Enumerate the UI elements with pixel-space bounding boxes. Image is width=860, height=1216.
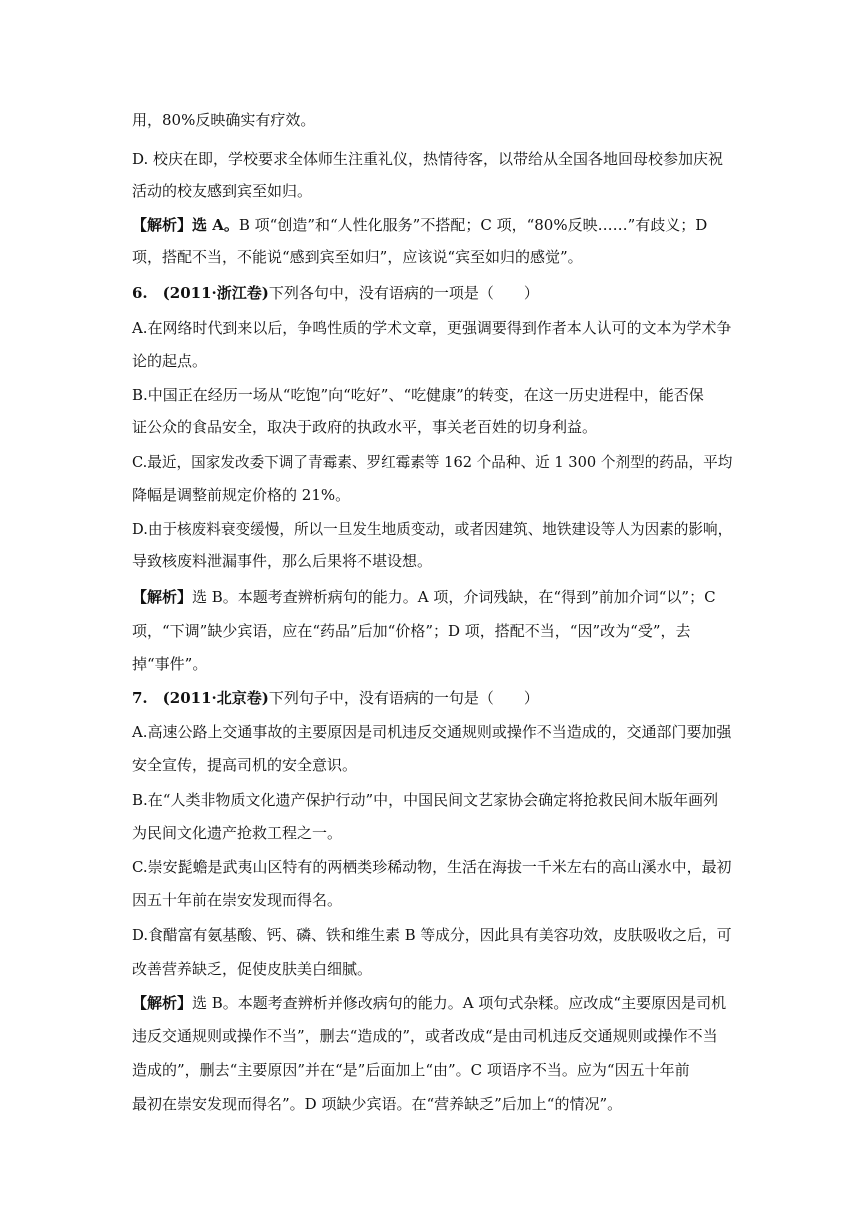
text-line: 违反交通规则或操作不当”，删去“造成的”，或者改成“是由司机违反交通规则或操作不当 (132, 1027, 718, 1045)
analysis-line (132, 215, 732, 235)
text-line: D.食醋富有氨基酸、钙、磷、铁和维生素 B 等成分，因此具有美容功效，皮肤吸收之后，可 (132, 926, 732, 944)
analysis-line (132, 587, 732, 607)
text-line: D. 校庆在即，学校要求全体师生注重礼仪，热情待客，以带给从全国各地回母校参加庆祝 (132, 150, 724, 168)
question-6-number: 6. (2011·浙江卷) (132, 284, 269, 302)
text-line: 掉“事件”。 (132, 655, 208, 673)
question-7-number: 7. (2011·北京卷) (132, 689, 269, 707)
text-line: C.最近，国家发改委下调了青霉素、罗红霉素等 162 个品种、近 1 300 个剂型的药品，平均 (132, 453, 733, 471)
text-line: 因五十年前在崇安发现而得名。 (132, 891, 343, 909)
text-line: 证公众的食品安全，取决于政府的执政水平，事关老百姓的切身利益。 (132, 418, 598, 436)
text-line: 为民间文化遗产抢救工程之一。 (132, 824, 343, 842)
text-line: B.在“人类非物质文化遗产保护行动”中，中国民间文艺家协会确定将抢救民间木版年画列 (132, 791, 719, 809)
text-line: 项，搭配不当，不能说“感到宾至如归”，应该说“宾至如归的感觉”。 (132, 248, 583, 266)
text-line: D.由于核废料衰变缓慢，所以一旦发生地质变动，或者因建筑、地铁建设等人为因素的影响， (132, 520, 733, 538)
analysis-label: 【解析】选 A。 (132, 216, 239, 234)
analysis-label: 【解析】 (132, 588, 193, 606)
text-line: 项，“下调”缺少宾语，应在“药品”后加“价格”；D 项，搭配不当，“因”改为“受”，去 (132, 622, 691, 640)
text-span: 选 B。本题考查辨析病句的能力。A 项，介词残缺，在“得到”前加介词“以”；C (192, 588, 716, 606)
text-line: 改善营养缺乏，促使皮肤美白细腻。 (132, 960, 373, 978)
text-span: B 项“创造”和“人性化服务”不搭配；C 项，“80%反映……”有歧义；D (238, 216, 708, 234)
text-line: 活动的校友感到宾至如归。 (132, 182, 313, 200)
question-7-stem (132, 688, 732, 708)
text-line: A.在网络时代到来以后，争鸣性质的学术文章，更强调要得到作者本人认可的文本为学术争 (132, 319, 732, 337)
text-line: 降幅是调整前规定价格的 21%。 (132, 486, 351, 504)
analysis-label: 【解析】 (132, 994, 193, 1012)
text-line: 造成的”，删去“主要原因”并在“是”后面加上“由”。C 项语序不当。应为“因五十年前 (132, 1061, 690, 1079)
text-line: B.中国正在经历一场从“吃饱”向“吃好”、“吃健康”的转变，在这一历史进程中，能否保 (132, 386, 704, 404)
text-line: 安全宣传，提高司机的安全意识。 (132, 756, 358, 774)
question-6-stem (132, 283, 732, 303)
text-span: 下列句子中，没有语病的一句是（ ） (268, 689, 539, 707)
text-line: 最初在崇安发现而得名”。D 项缺少宾语。在“营养缺乏”后加上“的情况”。 (132, 1095, 623, 1113)
text-span: 选 B。本题考查辨析并修改病句的能力。A 项句式杂糅。应改成“主要原因是司机 (192, 994, 727, 1012)
text-line: 论的起点。 (132, 352, 208, 370)
text-line: 用，80%反映确实有疗效。 (132, 111, 316, 129)
text-line: C.崇安髭蟾是武夷山区特有的两栖类珍稀动物，生活在海拔一千米左右的高山溪水中，最初 (132, 858, 732, 876)
text-span: 下列各句中，没有语病的一项是（ ） (268, 284, 539, 302)
text-line: A.高速公路上交通事故的主要原因是司机违反交通规则或操作不当造成的，交通部门要加强 (132, 723, 732, 741)
text-line: 导致核废料泄漏事件，那么后果将不堪设想。 (132, 552, 433, 570)
analysis-line (132, 993, 732, 1013)
